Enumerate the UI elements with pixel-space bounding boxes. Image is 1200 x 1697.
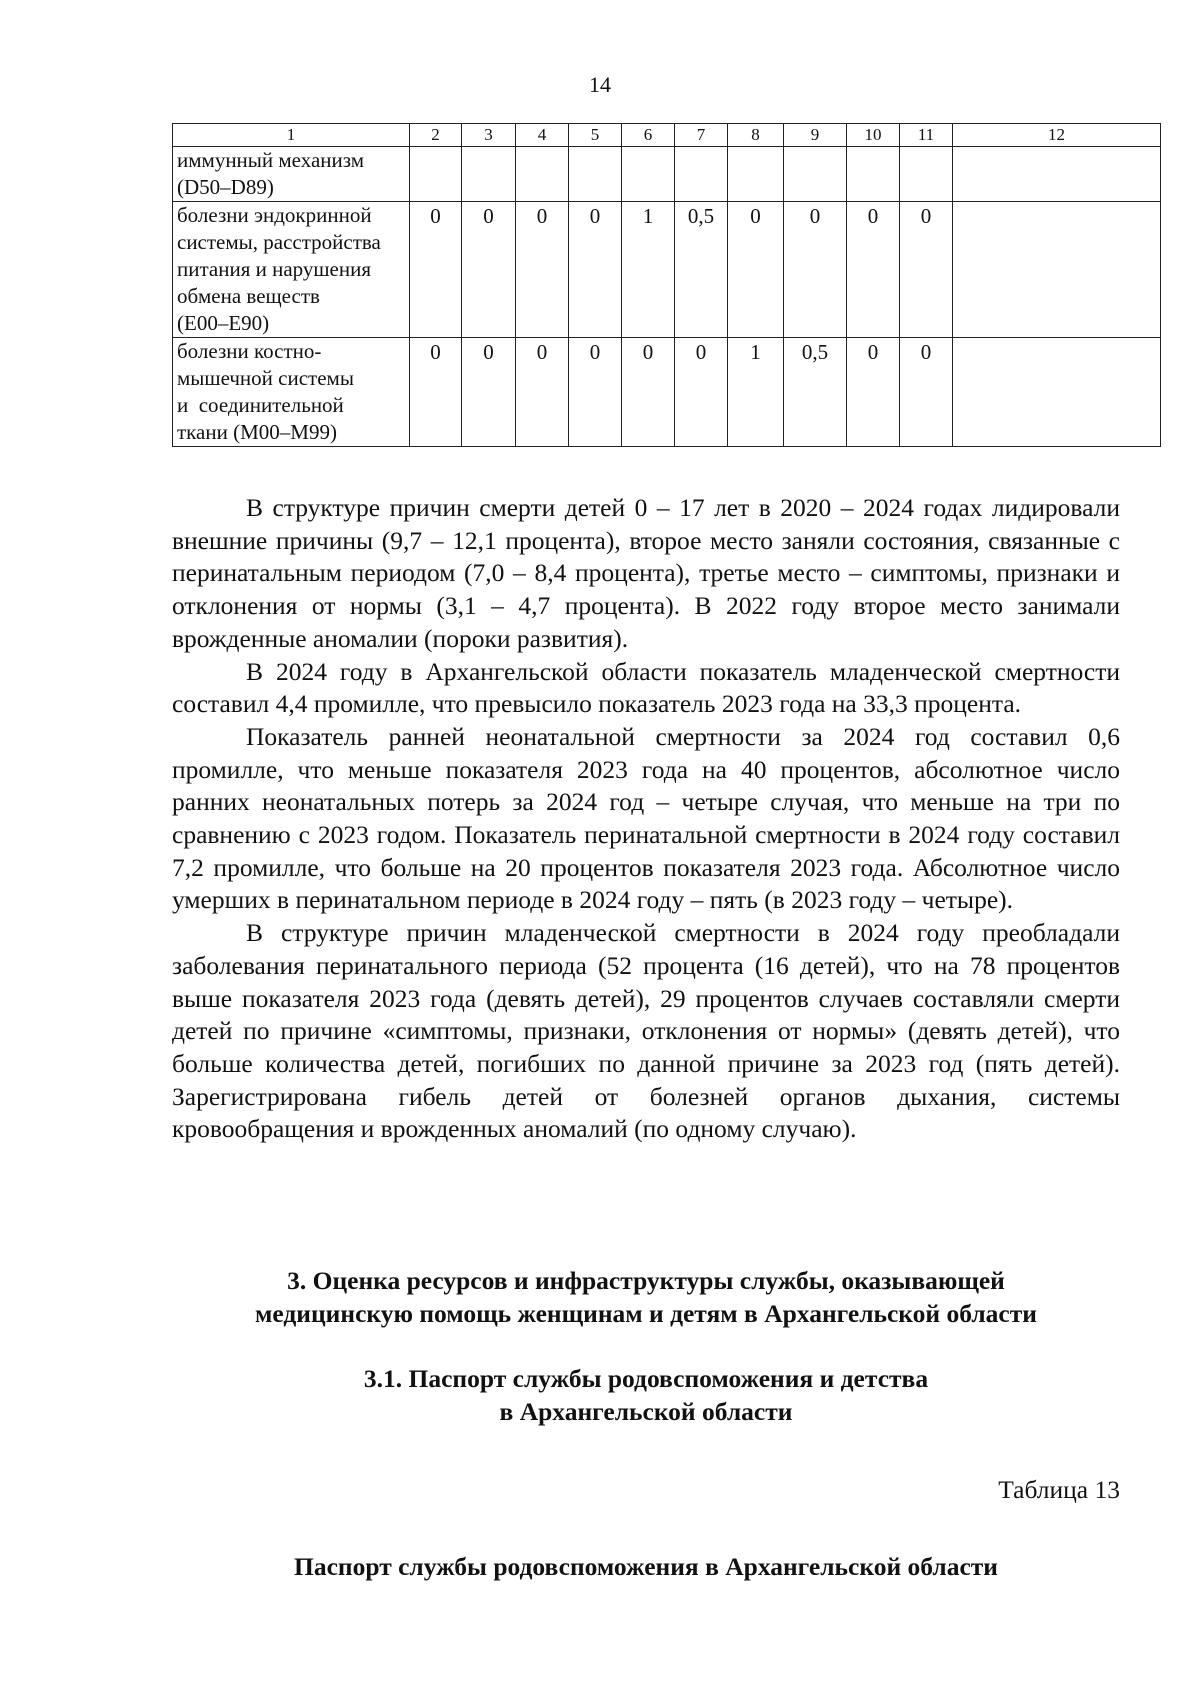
table-header-cell: 3 <box>462 124 516 147</box>
subsection-heading-line: в Архангельской области <box>499 1397 793 1426</box>
table-cell: 0 <box>410 338 462 447</box>
subsection-heading-line: 3.1. Паспорт службы родовспоможения и детства <box>363 1364 929 1393</box>
paragraph: В структуре причин смерти детей 0 – 17 лет в 2020 – 2024 годах лидировали внешние причины (9,7 – 12,1 процента), второе место заняли состояния, связанные с перинатальным периодом (7,0 – 8,4 процента), третье место – симптомы, признаки и отклонения от нормы (3,1 – 4,7 процента). В 2022 году второе место занимали врожденные аномалии (пороки развития). <box>172 493 1120 653</box>
table-header-cell: 6 <box>622 124 675 147</box>
page-number: 14 <box>589 72 611 97</box>
table-cell <box>675 147 728 202</box>
section-heading-line: 3. Оценка ресурсов и инфраструктуры службы, оказывающей <box>287 1266 1005 1295</box>
table-header-cell: 5 <box>569 124 622 147</box>
row-label-cell <box>173 147 410 202</box>
row-label-cell <box>173 202 410 338</box>
table-cell: 0 <box>569 202 622 338</box>
mortality-table <box>172 123 1161 447</box>
table-cell: 0 <box>516 202 569 338</box>
row-label-line: и соединительной <box>177 393 344 417</box>
row-label-line: (E00–E90) <box>177 311 270 335</box>
table-header-row <box>173 124 1161 147</box>
table-header-cell: 1 <box>173 124 410 147</box>
table-cell: 0,5 <box>675 202 728 338</box>
table-cell <box>516 147 569 202</box>
row-label-cell <box>173 338 410 447</box>
body-text <box>172 492 1120 1146</box>
table-header-cell: 12 <box>953 124 1161 147</box>
table-title: Паспорт службы родовспоможения в Архангельской области <box>294 1552 998 1581</box>
table-cell: 0,5 <box>784 338 847 447</box>
table-header-cell: 8 <box>728 124 784 147</box>
table-cell <box>953 147 1161 202</box>
table-cell <box>784 147 847 202</box>
table-cell: 0 <box>847 202 900 338</box>
table-cell: 0 <box>847 338 900 447</box>
table-cell: 0 <box>728 202 784 338</box>
section-heading-line: медицинскую помощь женщинам и детям в Архангельской области <box>255 1299 1037 1328</box>
table-header-cell: 9 <box>784 124 847 147</box>
table-cell: 0 <box>675 338 728 447</box>
table-cell <box>847 147 900 202</box>
table-cell <box>900 147 953 202</box>
row-label-line: иммунный механизм <box>177 148 365 172</box>
paragraph: Показатель ранней неонатальной смертности за 2024 год составил 0,6 промилле, что меньше показателя 2023 года на 40 процентов, абсолютное число ранних неонатальных потерь за 2024 год – четыре случая, что меньше на три по сравнению с 2023 годом. Показатель перинатальной смертности в 2024 году составил 7,2 промилле, что больше на 20 процентов показателя 2023 года. Абсолютное число умерших в перинатальном периоде в 2024 году – пять (в 2023 году – четыре). <box>172 721 1120 915</box>
table-row <box>173 338 1161 447</box>
table-cell: 0 <box>462 202 516 338</box>
table-header-cell: 7 <box>675 124 728 147</box>
row-label-line: мышечной системы <box>177 366 354 390</box>
row-label-line: системы, расстройства <box>177 230 381 254</box>
table-row <box>173 147 1161 202</box>
row-label-line: ткани (M00–M99) <box>177 420 337 444</box>
row-label-line: болезни эндокринной <box>177 203 372 227</box>
paragraph: В структуре причин младенческой смертности в 2024 году преобладали заболевания перинатального периода (52 процента (16 детей), что на 78 процентов выше показателя 2023 года (девять детей), 29 процентов случаев составляли смерти детей по причине «симптомы, признаки, отклонения от нормы» (девять детей), что больше количества детей, погибших по данной причине за 2023 год (пять детей). Зарегистрирована гибель детей от болезней органов дыхания, системы кровообращения и врожденных аномалий (по одному случаю). <box>172 918 1120 1144</box>
table-caption: Таблица 13 <box>998 1475 1120 1504</box>
table-cell: 1 <box>728 338 784 447</box>
table-header-cell: 11 <box>900 124 953 147</box>
table-cell: 0 <box>900 338 953 447</box>
table-cell <box>462 147 516 202</box>
row-label-line: питания и нарушения <box>177 257 372 281</box>
section-heading <box>172 1264 1120 1330</box>
table-cell <box>728 147 784 202</box>
table-cell: 0 <box>462 338 516 447</box>
row-label-line: (D50–D89) <box>177 175 274 199</box>
row-label-line: обмена веществ <box>177 284 320 308</box>
table-cell: 0 <box>569 338 622 447</box>
table-cell: 0 <box>516 338 569 447</box>
table-cell: 0 <box>622 338 675 447</box>
table-header-cell: 4 <box>516 124 569 147</box>
paragraph: В 2024 году в Архангельской области показатель младенческой смертности составил 4,4 промилле, что превысило показатель 2023 года на 33,3 процента. <box>172 656 1120 719</box>
table-header-cell: 10 <box>847 124 900 147</box>
table-cell: 0 <box>784 202 847 338</box>
row-label-line: болезни костно- <box>177 339 322 363</box>
table-cell <box>569 147 622 202</box>
subsection-heading <box>172 1362 1120 1428</box>
table-cell <box>622 147 675 202</box>
table-cell: 1 <box>622 202 675 338</box>
table-cell <box>953 338 1161 447</box>
table-cell <box>953 202 1161 338</box>
table-row <box>173 202 1161 338</box>
table-cell: 0 <box>900 202 953 338</box>
table-cell: 0 <box>410 202 462 338</box>
table-cell <box>410 147 462 202</box>
table-header-cell: 2 <box>410 124 462 147</box>
